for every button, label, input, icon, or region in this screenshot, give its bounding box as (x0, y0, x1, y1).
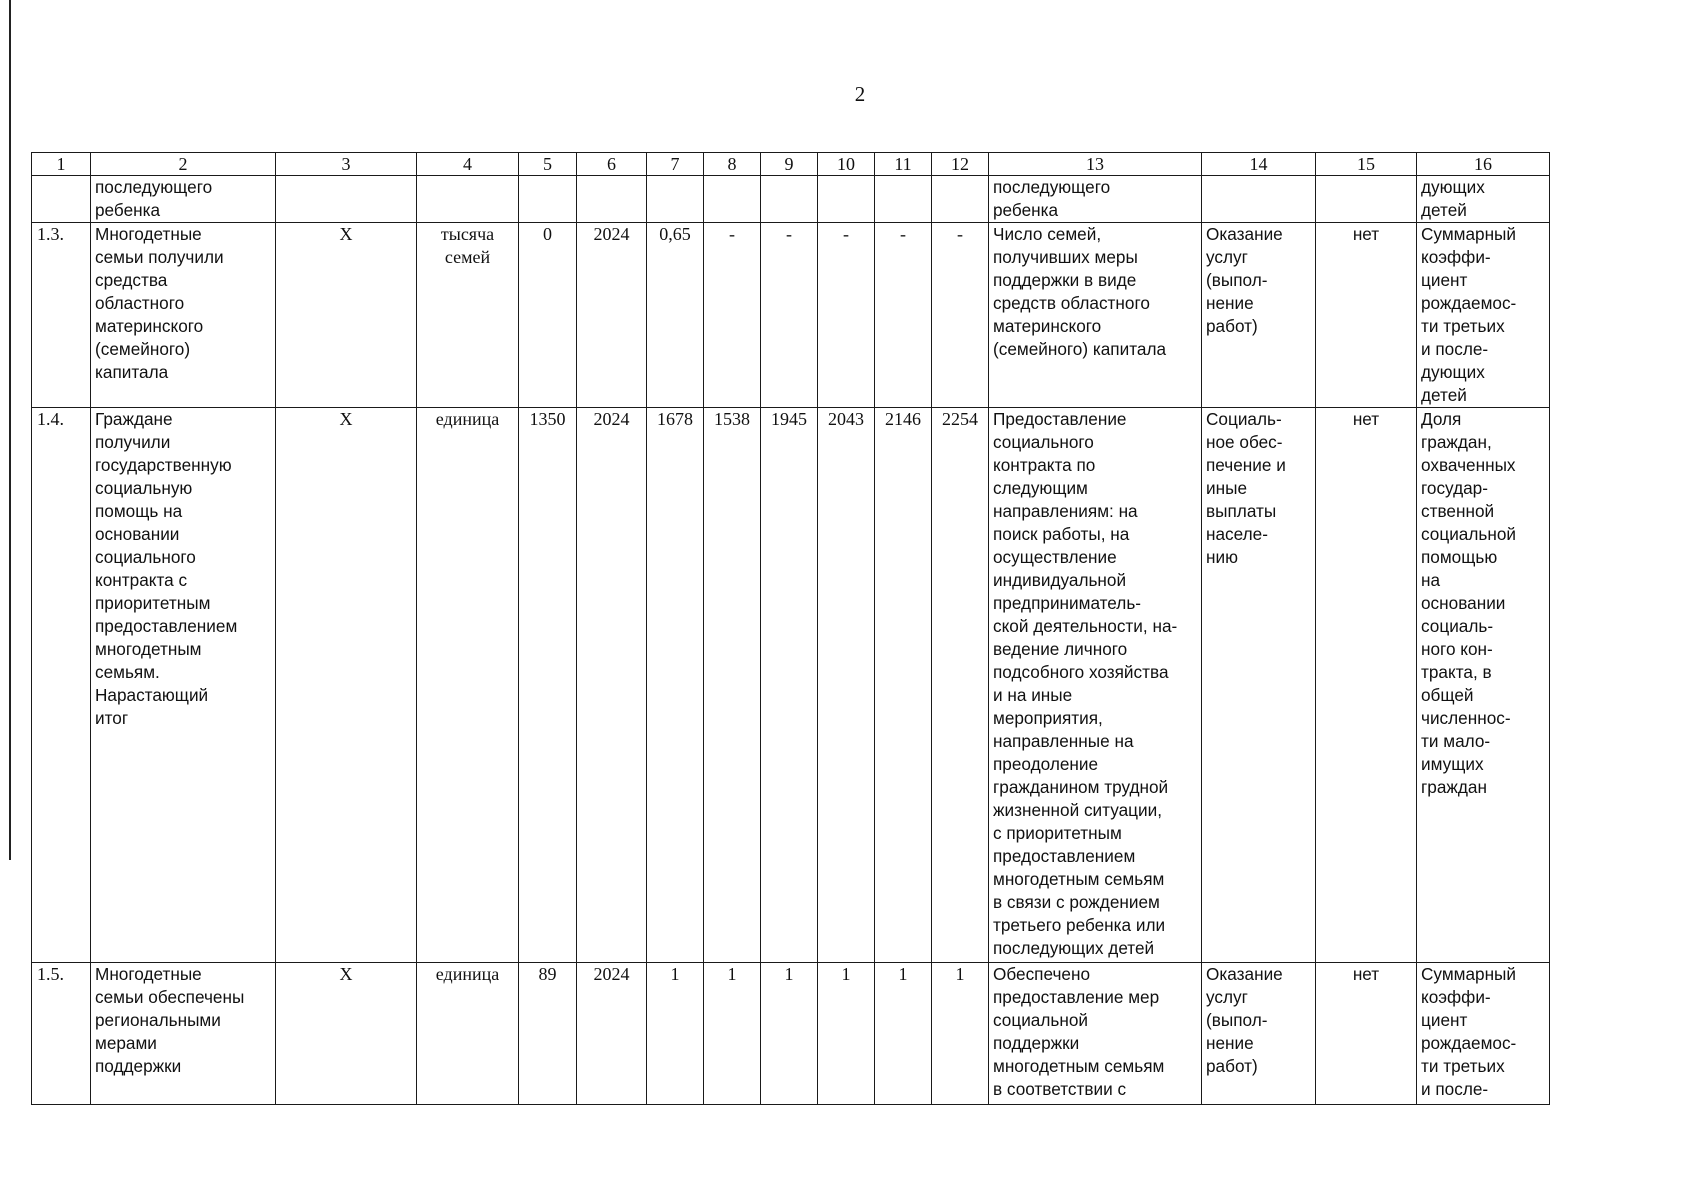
table-row-continuation (32, 176, 1550, 223)
cell-col3: X (276, 223, 417, 408)
scan-left-edge-line (9, 0, 11, 860)
cell-base-year: 2024 (577, 408, 647, 963)
cell-unit: тысяча семей (417, 223, 519, 408)
cell-year-value: 1 (704, 963, 761, 1105)
cell-year-value: 0,65 (647, 223, 704, 408)
column-header: 2 (91, 153, 276, 176)
cell-indicator: Доля граждан, охваченных государ- ственной социальной помощью на основании социаль- ного кон- тракта, в общей численнос- ти мало- имущих граждан (1417, 408, 1550, 963)
cell-base-year: 2024 (577, 963, 647, 1105)
table-cell (761, 176, 818, 223)
column-header: 9 (761, 153, 818, 176)
cell-year-value: - (818, 223, 875, 408)
cell-col3: X (276, 963, 417, 1105)
cell-type: Социаль- ное обес- печение и иные выплаты населе- нию (1202, 408, 1316, 963)
table-cell (519, 176, 577, 223)
table-cell (577, 176, 647, 223)
cell-year-value: 1 (818, 963, 875, 1105)
cell-year-value: 1 (647, 963, 704, 1105)
cell-year-value: 2146 (875, 408, 932, 963)
column-header: 11 (875, 153, 932, 176)
column-header: 16 (1417, 153, 1550, 176)
table-row (32, 963, 1550, 1105)
table-cell (32, 176, 91, 223)
cell-continued-description: последующего ребенка (989, 176, 1202, 223)
cell-year-value: 2254 (932, 408, 989, 963)
column-header: 8 (704, 153, 761, 176)
cell-description: Число семей, получивших меры поддержки в виде средств областного материнского (семейного) капитала (989, 223, 1202, 408)
cell-type: Оказание услуг (выпол- нение работ) (1202, 963, 1316, 1105)
cell-row-number: 1.3. (32, 223, 91, 408)
cell-unit: единица (417, 963, 519, 1105)
table-cell (818, 176, 875, 223)
cell-base-value: 0 (519, 223, 577, 408)
cell-description: Предоставление социального контракта по следующим направлениям: на поиск работы, на осуществление индивидуальной предприниматель- ской деятельности, на- ведение личного подсобного хозяйства и на иные мероприятия, направленные на преодоление гражданином трудной жизненной ситуации, с приоритетным предоставлением многодетным семьям в связи с рождением третьего ребенка или последующих детей (989, 408, 1202, 963)
cell-description: Обеспечено предоставление мер социальной поддержки многодетным семьям в соответствии с (989, 963, 1202, 1105)
cell-continued-indicator: дующих детей (1417, 176, 1550, 223)
table-cell (875, 176, 932, 223)
cell-year-value: - (875, 223, 932, 408)
cell-row-number: 1.4. (32, 408, 91, 963)
cell-base-value: 89 (519, 963, 577, 1105)
cell-col3: X (276, 408, 417, 963)
cell-col15: нет (1316, 408, 1417, 963)
column-header: 4 (417, 153, 519, 176)
cell-base-year: 2024 (577, 223, 647, 408)
table-cell (417, 176, 519, 223)
cell-continued-name: последующего ребенка (91, 176, 276, 223)
cell-result-name: Граждане получили государственную социальную помощь на основании социального контракта с приоритетным предоставлением многодетным семьям. Нарастающий итог (91, 408, 276, 963)
cell-type: Оказание услуг (выпол- нение работ) (1202, 223, 1316, 408)
table-cell (1316, 176, 1417, 223)
table-cell (276, 176, 417, 223)
column-header: 6 (577, 153, 647, 176)
cell-year-value: 2043 (818, 408, 875, 963)
column-header: 7 (647, 153, 704, 176)
cell-result-name: Многодетные семьи обеспечены региональными мерами поддержки (91, 963, 276, 1105)
table-cell (932, 176, 989, 223)
cell-col15: нет (1316, 963, 1417, 1105)
column-header: 3 (276, 153, 417, 176)
cell-year-value: 1538 (704, 408, 761, 963)
column-header: 15 (1316, 153, 1417, 176)
table-cell (647, 176, 704, 223)
table-row (32, 408, 1550, 963)
page-number: 2 (854, 82, 866, 106)
cell-year-value: 1 (875, 963, 932, 1105)
column-header: 13 (989, 153, 1202, 176)
column-header: 1 (32, 153, 91, 176)
cell-row-number: 1.5. (32, 963, 91, 1105)
cell-year-value: 1 (932, 963, 989, 1105)
cell-indicator: Суммарный коэффи- циент рождаемос- ти третьих и после- (1417, 963, 1550, 1105)
table-row (32, 223, 1550, 408)
cell-year-value: 1678 (647, 408, 704, 963)
cell-year-value: - (704, 223, 761, 408)
cell-result-name: Многодетные семьи получили средства областного материнского (семейного) капитала (91, 223, 276, 408)
cell-year-value: - (932, 223, 989, 408)
table-cell (1202, 176, 1316, 223)
cell-year-value: 1 (761, 963, 818, 1105)
indicators-table (31, 152, 1550, 1105)
column-number-row (32, 153, 1550, 176)
column-header: 14 (1202, 153, 1316, 176)
cell-base-value: 1350 (519, 408, 577, 963)
column-header: 5 (519, 153, 577, 176)
cell-year-value: 1945 (761, 408, 818, 963)
cell-unit: единица (417, 408, 519, 963)
cell-col15: нет (1316, 223, 1417, 408)
cell-indicator: Суммарный коэффи- циент рождаемос- ти третьих и после- дующих детей (1417, 223, 1550, 408)
column-header: 12 (932, 153, 989, 176)
cell-year-value: - (761, 223, 818, 408)
column-header: 10 (818, 153, 875, 176)
table-cell (704, 176, 761, 223)
